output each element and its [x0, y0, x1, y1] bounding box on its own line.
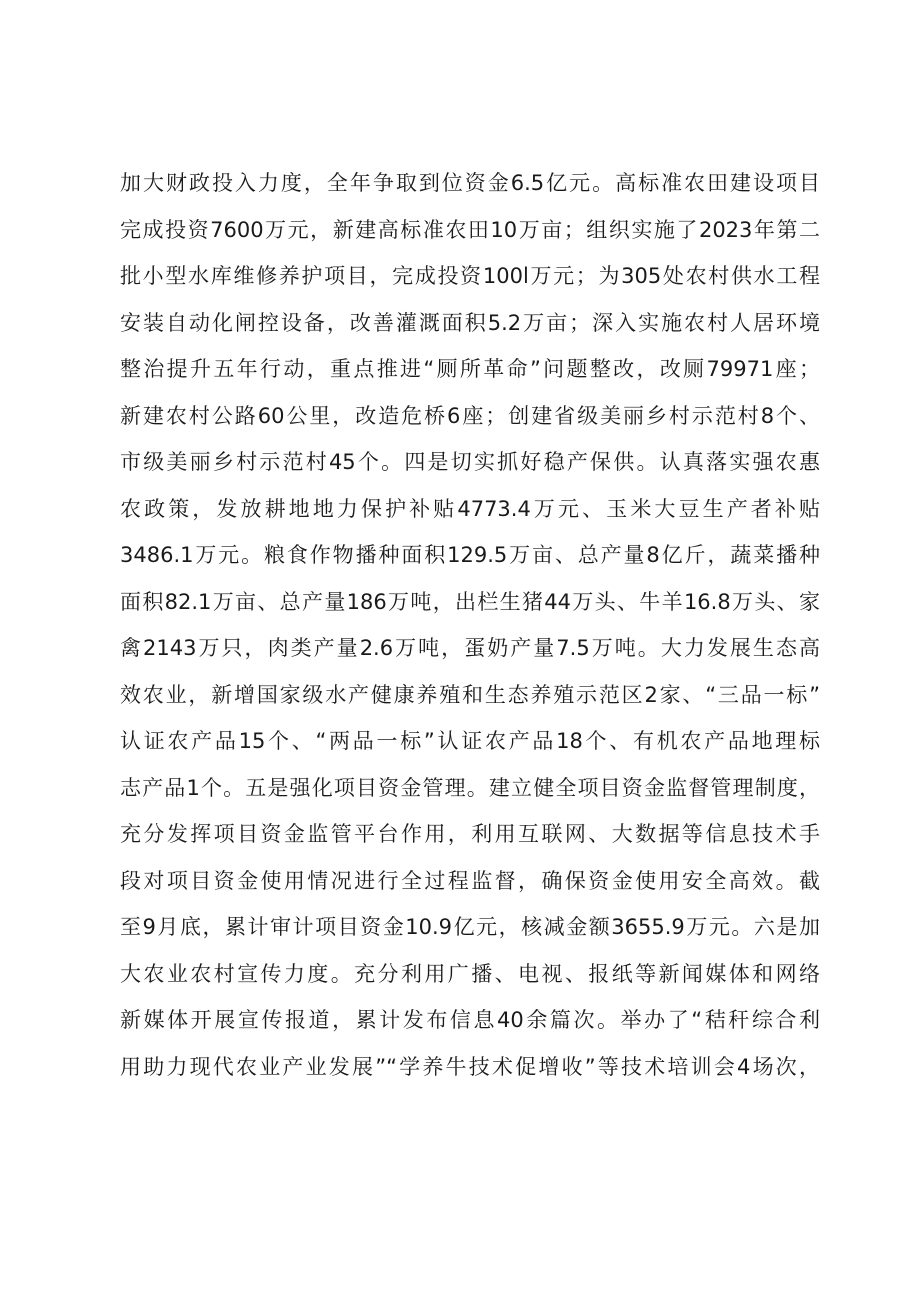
text-line: 大农业农村宣传力度。充分利用广播、电视、报纸等新闻媒体和网络 [120, 961, 820, 986]
text-line: 安装自动化闸控设备，改善灌溉面积5.2万亩；深入实施农村人居环境 [120, 310, 820, 335]
text-line: 3486.1万元。粮食作物播种面积129.5万亩、总产量8亿斤，蔬菜播种 [120, 543, 820, 567]
text-line: 加大财政投入力度，全年争取到位资金6.5亿元。高标准农田建设项目 [120, 171, 820, 195]
text-line: 禽2143万只，肉类产量2.6万吨，蛋奶产量7.5万吨。大力发展生态高 [120, 636, 820, 660]
text-line: 面积82.1万亩、总产量186万吨，出栏生猪44万头、牛羊16.8万头、家 [120, 589, 820, 614]
text-line: 整治提升五年行动，重点推进“厕所革命”问题整改，改厕79971座； [120, 357, 820, 381]
text-line: 充分发挥项目资金监管平台作用，利用互联网、大数据等信息技术手 [120, 822, 820, 846]
text-line: 志产品1个。五是强化项目资金管理。建立健全项目资金监督管理制度， [120, 775, 820, 800]
text-line: 新媒体开展宣传报道，累计发布信息40余篇次。举办了“秸秆综合利 [120, 1008, 820, 1032]
text-line: 段对项目资金使用情况进行全过程监督，确保资金使用安全高效。截 [120, 868, 820, 893]
text-line: 完成投资7600万元，新建高标准农田10万亩；组织实施了2023年第二 [120, 217, 820, 242]
text-line: 认证农产品15个、“两品一标”认证农产品18个、有机农产品地理标 [120, 729, 820, 753]
body-text [120, 160, 820, 1090]
text-line: 至9月底，累计审计项目资金10.9亿元，核减金额3655.9万元。六是加 [120, 915, 820, 939]
text-line: 农政策，发放耕地地力保护补贴4773.4万元、玉米大豆生产者补贴 [120, 496, 820, 521]
text-line: 新建农村公路60公里，改造危桥6座；创建省级美丽乡村示范村8个、 [120, 403, 820, 428]
text-line: 效农业，新增国家级水产健康养殖和生态养殖示范区2家、“三品一标” [120, 682, 820, 707]
text-line: 批小型水库维修养护项目，完成投资100l万元；为305处农村供水工程 [120, 264, 820, 288]
text-line: 市级美丽乡村示范村45个。四是切实抓好稳产保供。认真落实强农惠 [120, 450, 820, 474]
text-line: 用助力现代农业产业发展”“学养牛技术促增收”等技术培训会4场次， [120, 1054, 820, 1079]
